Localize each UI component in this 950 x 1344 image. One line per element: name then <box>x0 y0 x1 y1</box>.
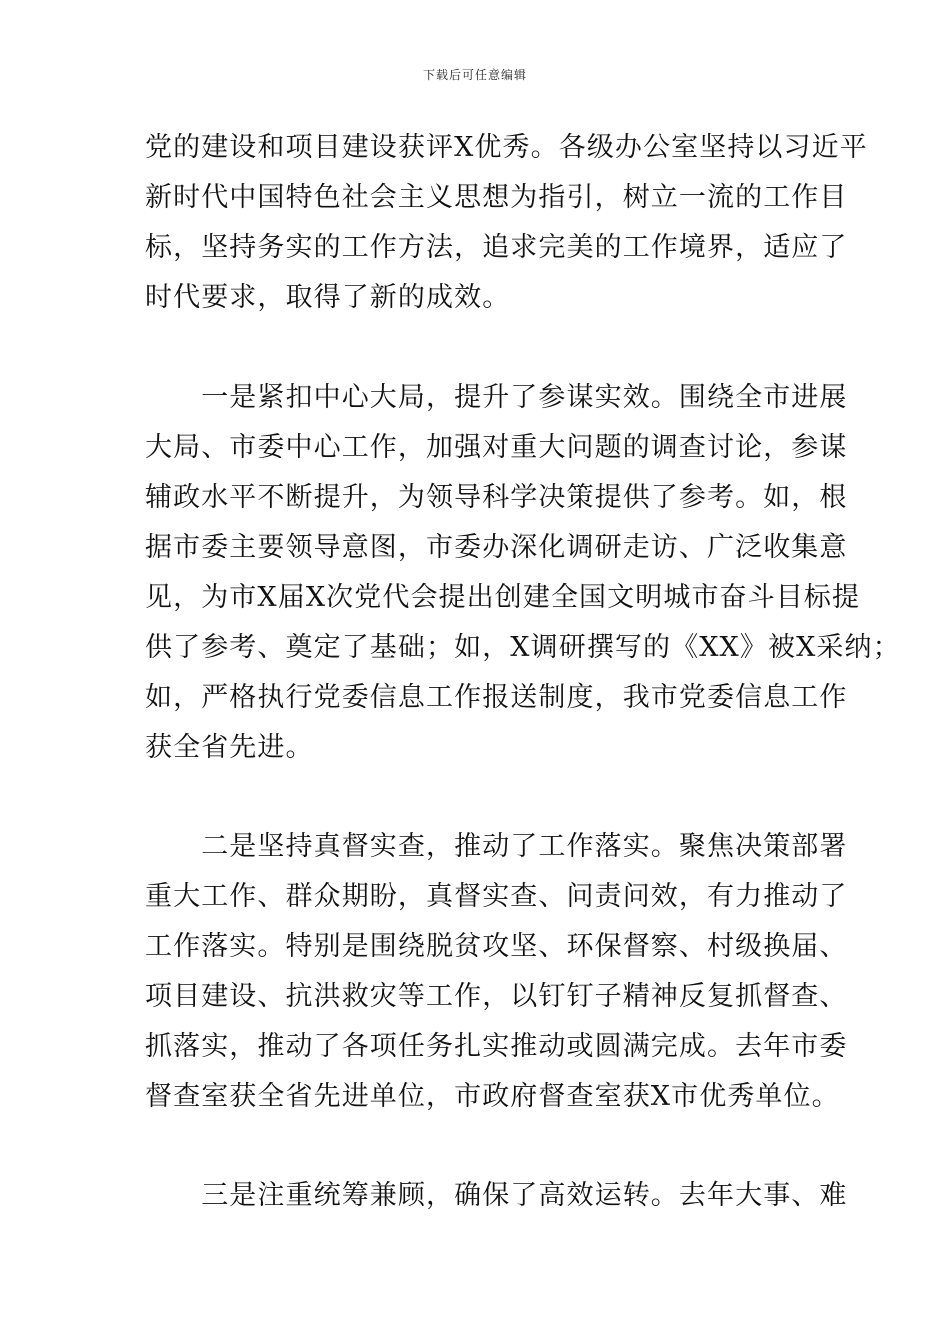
text-line: 时代要求，取得了新的成效。 <box>145 282 511 313</box>
text-line: 如，严格执行党委信息工作报送制度，我市党委信息工作 <box>145 682 848 713</box>
paragraph-intro <box>145 123 868 323</box>
text-line: 三是注重统筹兼顾，确保了高效运转。去年大事、难 <box>145 1180 848 1211</box>
text-line: 辅政水平不断提升，为领导科学决策提供了参考。如，根 <box>145 482 848 513</box>
text-line: 抓落实，推动了各项任务扎实推动或圆满完成。去年市委 <box>145 1031 848 1062</box>
header-note: 下载后可任意编辑 <box>422 68 527 82</box>
text-line: 见，为市X届X次党代会提出创建全国文明城市奋斗目标提 <box>145 582 861 613</box>
text-line: 一是紧扣中心大局，提升了参谋实效。围绕全市进展 <box>145 382 848 413</box>
text-line: 项目建设、抗洪救灾等工作，以钉钉子精神反复抓督查、 <box>145 981 848 1012</box>
text-line: 供了参考、奠定了基础；如，X调研撰写的《XX》被X采纳； <box>145 632 901 663</box>
paragraph-point-one <box>145 373 901 773</box>
text-line: 新时代中国特色社会主义思想为指引，树立一流的工作目 <box>145 182 848 213</box>
text-line: 大局、市委中心工作，加强对重大问题的调查讨论，参谋 <box>145 432 848 463</box>
text-line: 获全省先进。 <box>145 732 314 763</box>
paragraph-point-two <box>145 822 848 1122</box>
text-line: 工作落实。特别是围绕脱贫攻坚、环保督察、村级换届、 <box>145 931 848 962</box>
text-line: 标，坚持务实的工作方法，追求完美的工作境界，适应了 <box>145 232 848 263</box>
text-line: 据市委主要领导意图，市委办深化调研走访、广泛收集意 <box>145 532 848 563</box>
text-line: 重大工作、群众期盼，真督实查、问责问效，有力推动了 <box>145 881 848 912</box>
text-line: 二是坚持真督实查，推动了工作落实。聚焦决策部署 <box>145 831 848 862</box>
text-line: 党的建设和项目建设获评X优秀。各级办公室坚持以习近平 <box>145 132 868 163</box>
paragraph-point-three <box>145 1171 848 1221</box>
text-line: 督查室获全省先进单位，市政府督查室获X市优秀单位。 <box>145 1081 840 1112</box>
